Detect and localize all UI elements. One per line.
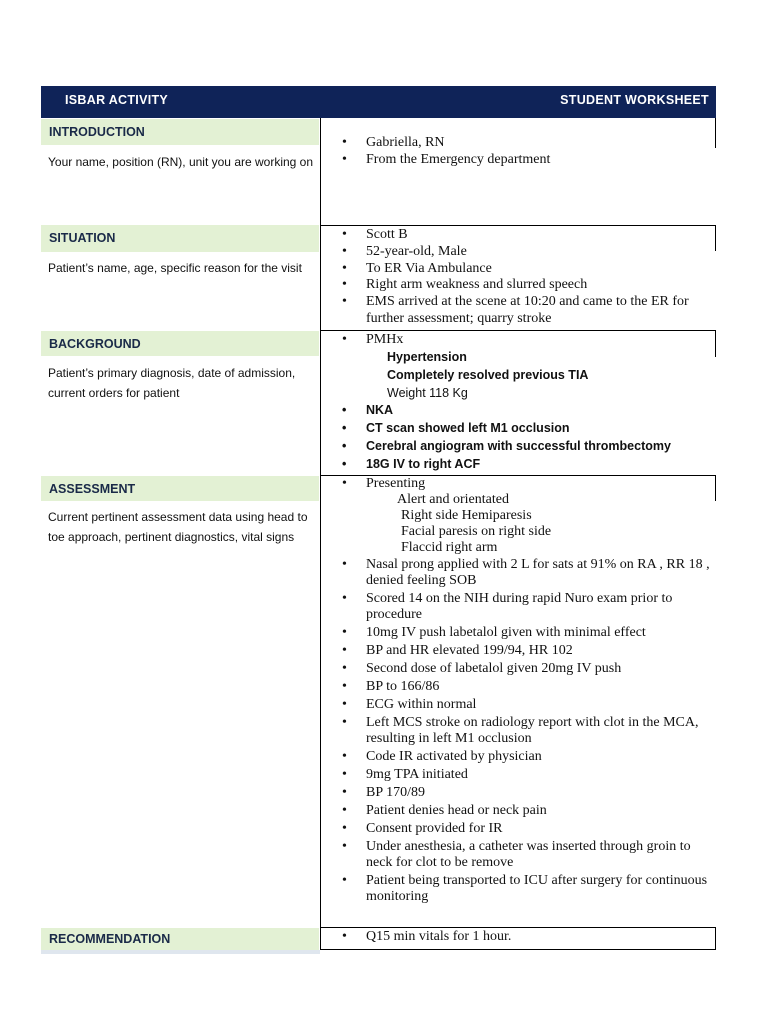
assessment-description: Current pertinent assessment data using head to toe approach, pertinent diagnostics, vital signs (48, 510, 308, 544)
list-item: • BP to 166/86 (342, 679, 714, 695)
worksheet-header (41, 86, 716, 118)
list-item: • ECG within normal (342, 697, 714, 713)
list-item: • 9mg TPA initiated (342, 767, 714, 783)
pmhx-sublist (387, 348, 588, 402)
situation-list (342, 227, 714, 328)
background-description: Patient’s primary diagnosis, date of admission, current orders for patient (48, 366, 296, 400)
list-item: • Patient denies head or neck pain (342, 803, 714, 819)
right-border-assessment (715, 475, 716, 501)
footer-shade (41, 950, 320, 954)
list-item: • Under anesthesia, a catheter was inserted through groin to neck for clot to be remove (342, 839, 714, 871)
recommendation-heading: RECOMMENDATION (41, 928, 319, 950)
list-item: • To ER Via Ambulance (342, 261, 714, 278)
list-item: • Q15 min vitals for 1 hour. (342, 929, 714, 946)
background-list (342, 332, 714, 349)
list-item: • Right arm weakness and slurred speech (342, 277, 714, 294)
list-item: • Code IR activated by physician (342, 749, 714, 765)
assessment-bottom-border (320, 927, 716, 928)
list-item-presenting: • Presenting (342, 476, 714, 493)
list-item: • Scott B (342, 227, 714, 244)
list-item: • Nasal prong applied with 2 L for sats at 91% on RA , RR 18 , denied feeling SOB (342, 557, 714, 589)
presenting-sublist (397, 492, 551, 556)
introduction-list (342, 135, 714, 169)
list-item: • Patient being transported to ICU after surgery for continuous monitoring (342, 873, 714, 905)
recommendation-list (342, 929, 714, 946)
background-heading: BACKGROUND (41, 331, 319, 356)
list-item: • NKA (342, 401, 714, 419)
right-border-intro (715, 118, 716, 148)
introduction-heading: INTRODUCTION (41, 119, 319, 145)
situation-heading: SITUATION (41, 225, 319, 252)
assessment-presenting (342, 476, 714, 493)
header-title: ISBAR ACTIVITY (65, 93, 169, 107)
list-item: • Left MCS stroke on radiology report with clot in the MCA, resulting in left M1 occlusion (342, 715, 714, 747)
introduction-description: Your name, position (RN), unit you are working on (48, 155, 314, 169)
list-item: • EMS arrived at the scene at 10:20 and came to the ER for further assessment; quarry stroke (342, 294, 714, 328)
right-border-situation (715, 225, 716, 251)
intro-bottom-border (320, 225, 716, 226)
list-item: • Second dose of labetalol given 20mg IV push (342, 661, 714, 677)
situation-description: Patient’s name, age, specific reason for the visit (48, 261, 302, 275)
list-item: • Cerebral angiogram with successful thrombectomy (342, 437, 714, 455)
col-divider (320, 118, 321, 950)
presenting-arm: Flaccid right arm (401, 540, 498, 555)
list-item: • From the Emergency department (342, 152, 714, 169)
list-item: • CT scan showed left M1 occlusion (342, 419, 714, 437)
list-item: • BP and HR elevated 199/94, HR 102 (342, 643, 714, 659)
right-border-background (715, 330, 716, 357)
presenting-hemiparesis: Right side Hemiparesis (401, 508, 532, 523)
background-orders-list (342, 401, 714, 473)
pmhx-tia: Completely resolved previous TIA (387, 368, 589, 382)
recommendation-bottom-border (320, 949, 716, 950)
list-item: • Scored 14 on the NIH during rapid Nuro exam prior to procedure (342, 591, 714, 623)
list-item: • 10mg IV push labetalol given with minimal effect (342, 625, 714, 641)
list-item: • Consent provided for IR (342, 821, 714, 837)
situation-bottom-border (320, 330, 716, 331)
list-item-pmhx: • PMHx (342, 332, 714, 349)
list-item: • BP 170/89 (342, 785, 714, 801)
header-subtitle: STUDENT WORKSHEET (560, 93, 709, 107)
list-item: • 18G IV to right ACF (342, 455, 714, 473)
presenting-facial: Facial paresis on right side (401, 524, 552, 539)
list-item: • Gabriella, RN (342, 135, 714, 152)
pmhx-hypertension: Hypertension (387, 350, 467, 364)
assessment-heading: ASSESSMENT (41, 476, 319, 501)
pmhx-weight: Weight 118 Kg (387, 386, 468, 400)
assessment-list (342, 557, 714, 907)
right-border-recommendation (715, 927, 716, 949)
presenting-alert: Alert and orientated (397, 492, 509, 507)
list-item: • 52-year-old, Male (342, 244, 714, 261)
